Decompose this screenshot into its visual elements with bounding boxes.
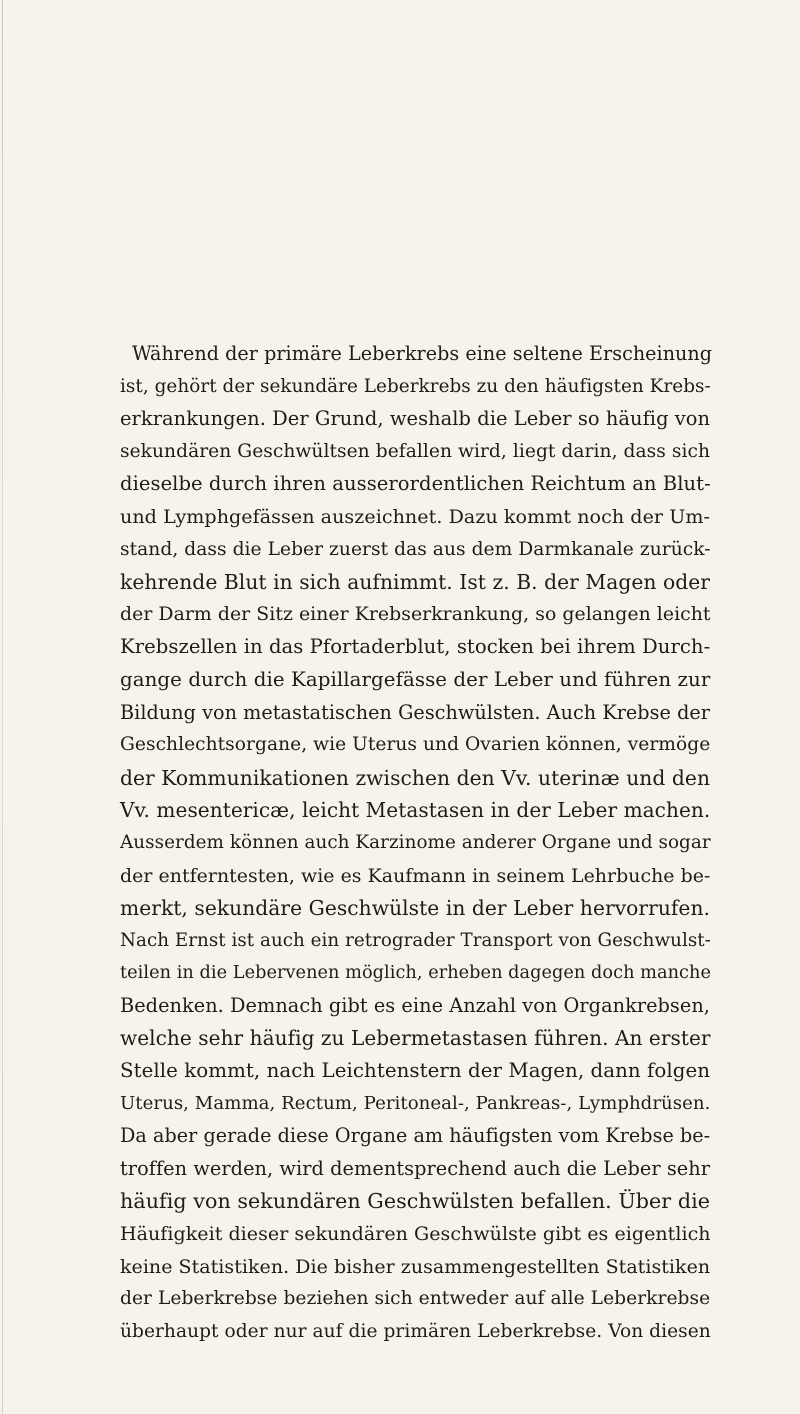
text-line: und Lymphgefässen auszeichnet. Dazu kommt noch der Um- bbox=[120, 504, 710, 528]
text-line: Ausserdem können auch Karzinome anderer Organe und sogar bbox=[120, 831, 711, 853]
text-line: Vv. mesentericæ, leicht Metastasen in der Leber machen. bbox=[120, 798, 711, 823]
text-line: Geschlechtsorgane, wie Uterus und Ovarien können, vermöge bbox=[120, 734, 711, 756]
text-line: Bedenken. Demnach gibt es eine Anzahl von Organkrebsen, bbox=[120, 993, 710, 1017]
page-edge-shadow bbox=[2, 0, 3, 1414]
text-line: Häufigkeit dieser sekundären Geschwülste gibt es eigentlich bbox=[120, 1223, 711, 1246]
text-line: Stelle kommt, nach Leichtenstern der Magen, dann folgen bbox=[120, 1059, 711, 1083]
text-line: keine Statistiken. Die bisher zusammengestellten Statistiken bbox=[120, 1255, 711, 1278]
text-line: der Leberkrebse beziehen sich entweder auf alle Leberkrebse bbox=[120, 1288, 711, 1310]
text-line: teilen in die Lebervenen möglich, erheben dagegen doch manche bbox=[120, 963, 711, 984]
text-line: stand, dass die Leber zuerst das aus dem Darmkanale zurück- bbox=[120, 538, 711, 560]
text-line: kehrende Blut in sich aufnimmt. Ist z. B. der Magen oder bbox=[120, 570, 710, 595]
text-line: Nach Ernst ist auch ein retrograder Transport von Geschwulst- bbox=[120, 929, 711, 951]
text-line: gange durch die Kapillargefässe der Leber und führen zur bbox=[120, 667, 711, 691]
text-line: häufig von sekundären Geschwülsten befallen. Über die bbox=[120, 1189, 711, 1214]
text-line: erkrankungen. Der Grund, weshalb die Leber so häufig von bbox=[120, 407, 711, 431]
body-paragraph bbox=[120, 338, 713, 1348]
text-line: Krebszellen in das Pfortaderblut, stocken bei ihrem Durch- bbox=[120, 635, 711, 659]
text-line: Bildung von metastatischen Geschwülsten. Auch Krebse der bbox=[120, 700, 710, 724]
text-line: welche sehr häufig zu Lebermetastasen führen. An erster bbox=[120, 1026, 711, 1051]
text-line: der entferntesten, wie es Kaufmann in seinem Lehrbuche be- bbox=[120, 864, 711, 887]
text-line: Uterus, Mamma, Rectum, Peritoneal-, Pankreas-, Lymphdrüsen. bbox=[120, 1092, 711, 1114]
text-line: troffen werden, wird dementsprechend auch die Leber sehr bbox=[120, 1156, 711, 1180]
text-line: der Darm der Sitz einer Krebserkrankung, so gelangen leicht bbox=[120, 603, 711, 625]
text-line: der Kommunikationen zwischen den Vv. uterinæ und den bbox=[120, 765, 711, 790]
text-line: Während der primäre Leberkrebs eine seltene Erscheinung bbox=[132, 342, 713, 365]
text-line: merkt, sekundäre Geschwülste in der Leber hervorrufen. bbox=[120, 896, 710, 921]
text-line: sekundären Geschwültsen befallen wird, liegt darin, dass sich bbox=[120, 440, 710, 462]
text-line: dieselbe durch ihren ausserordentlichen Reichtum an Blut- bbox=[120, 472, 711, 496]
text-line: ist, gehört der sekundäre Leberkrebs zu den häufigsten Krebs- bbox=[120, 375, 711, 397]
text-line: Da aber gerade diese Organe am häufigsten vom Krebse be- bbox=[120, 1124, 711, 1148]
text-line: überhaupt oder nur auf die primären Leberkrebse. Von diesen bbox=[120, 1320, 711, 1342]
